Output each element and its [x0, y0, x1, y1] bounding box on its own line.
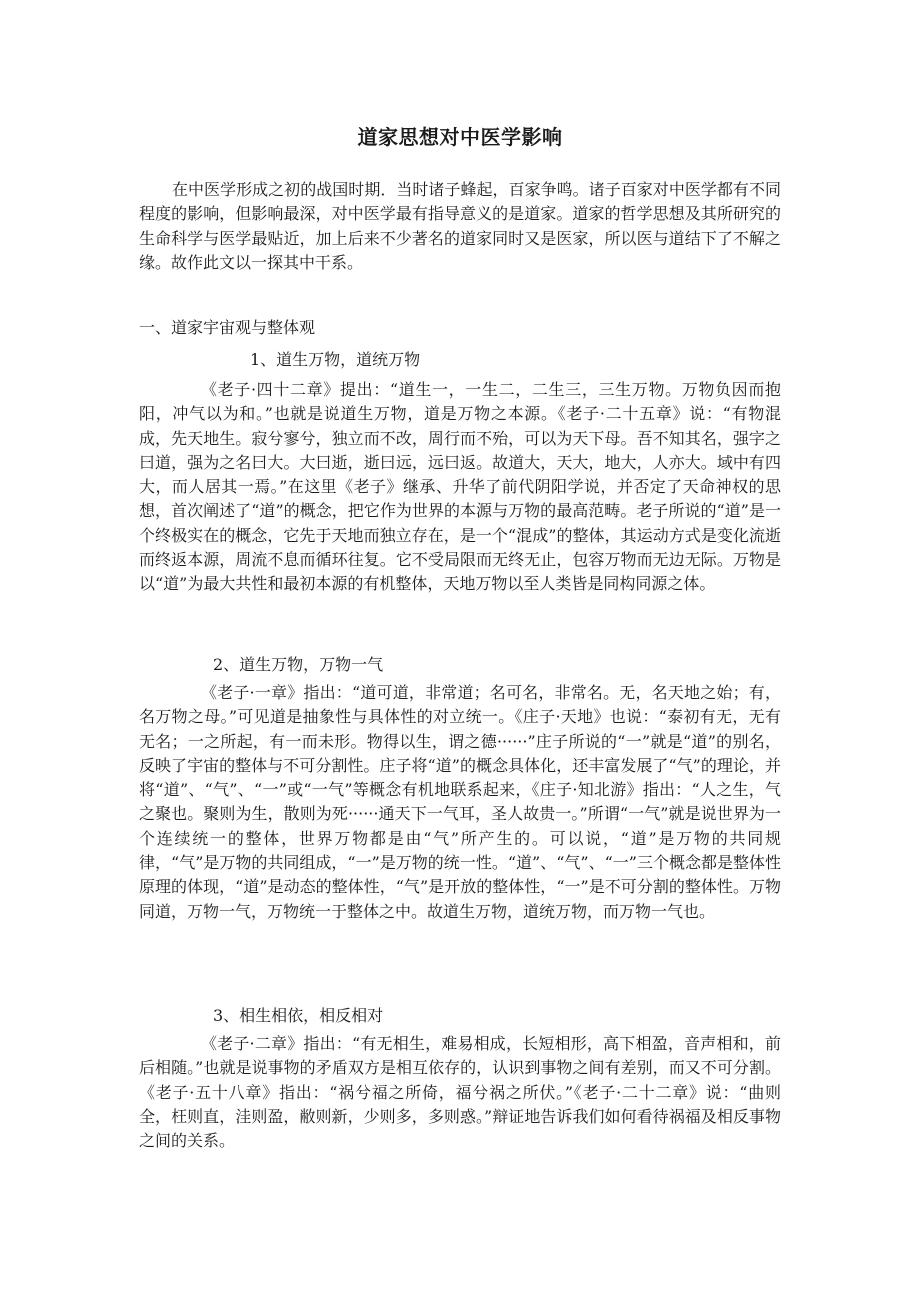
subsection-body-2: 《老子·一章》指出：“道可道，非常道；名可名，非常名。无，名天地之始；有，名万物之母。”可见道是抽象性与具体性的对立统一。《庄子·天地》也说：“泰初有无，无有无名；一之所起，有一而未形。物得以生，谓之德······”庄子所说的“一”就是“道”的别名，反映了宇宙的整体与不可分割性。庄子将“道”的概念具体化，还丰富发展了“气”的理论，并将“道”、“气”、“一”或“一气”等概念有机地联系起来，《庄子·知北游》指出：“人之生，气之聚也。聚则为生，散则为死······通天下一气耳，圣人故贵一。”所谓“一气”就是说世界为一个连续统一的整体，世界万物都是由“气”所产生的。可以说，“道”是万物的共同规律，“气”是万物的共同组成，“一”是万物的统一性。“道”、“气”、“一”三个概念都是整体性原理的体现，“道”是动态的整体性，“气”是开放的整体性，“一”是不可分割的整体性。万物同道，万物一气，万物统一于整体之中。故道生万物，道统万物，而万物一气也。	[139, 683, 781, 921]
subsection-body-1: 《老子·四十二章》提出：“道生一，一生二，二生三，三生万物。万物负因而抱阳，冲气以为和。”也就是说道生万物，道是万物之本源。《老子·二十五章》说：“有物混成，先天地生。寂兮寥兮，独立而不改，周行而不殆，可以为天下母。吾不知其名，强字之曰道，强为之名曰大。大曰逝，逝曰远，远曰返。故道大，天大，地大，人亦大。域中有四大，而人居其一焉。”在这里《老子》继承、升华了前代阴阳学说，并否定了天命神权的思想，首次阐述了“道”的概念，把它作为世界的本源与万物的最高范畴。老子所说的“道”是一个终极实在的概念，它先于天地而独立存在，是一个“混成”的整体，其运动方式是变化流逝而终返本源，周流不息而循环往复。它不受局限而无终无止，包容万物而无边无际。万物是以“道”为最大共性和最初本源的有机整体，天地万物以至人类皆是同构同源之体。	[139, 380, 781, 594]
subsection-heading-3: 3、相生相依，相反相对	[213, 1006, 384, 1025]
subsection-heading-2: 2、道生万物，万物一气	[213, 655, 384, 674]
subsection-body-3: 《老子·二章》指出：“有无相生，难易相成，长短相形，高下相盈，音声相和，前后相随。”也就是说事物的矛盾双方是相互依存的，认识到事物之间有差别，而又不可分割。《老子·五十八章》指出：“祸兮福之所倚，福兮祸之所伏。”《老子·二十二章》说：“曲则全，枉则直，洼则盈，敝则新，少则多，多则惑。”辩证地告诉我们如何看待祸福及相反事物之间的关系。	[139, 1034, 781, 1151]
intro-paragraph: 在中医学形成之初的战国时期．当时诸子蜂起，百家争鸣。诸子百家对中医学都有不同程度的影响，但影响最深，对中医学最有指导意义的是道家。道家的哲学思想及其所研究的生命科学与医学最贴近，加上后来不少著名的道家同时又是医家，所以医与道结下了不解之缘。故作此文以一探其中干系。	[139, 180, 781, 272]
document-title: 道家思想对中医学影响	[357, 125, 563, 149]
section-heading: 一、道家宇宙观与整体观	[139, 318, 316, 337]
subsection-heading-1: 1、道生万物，道统万物	[250, 350, 421, 369]
